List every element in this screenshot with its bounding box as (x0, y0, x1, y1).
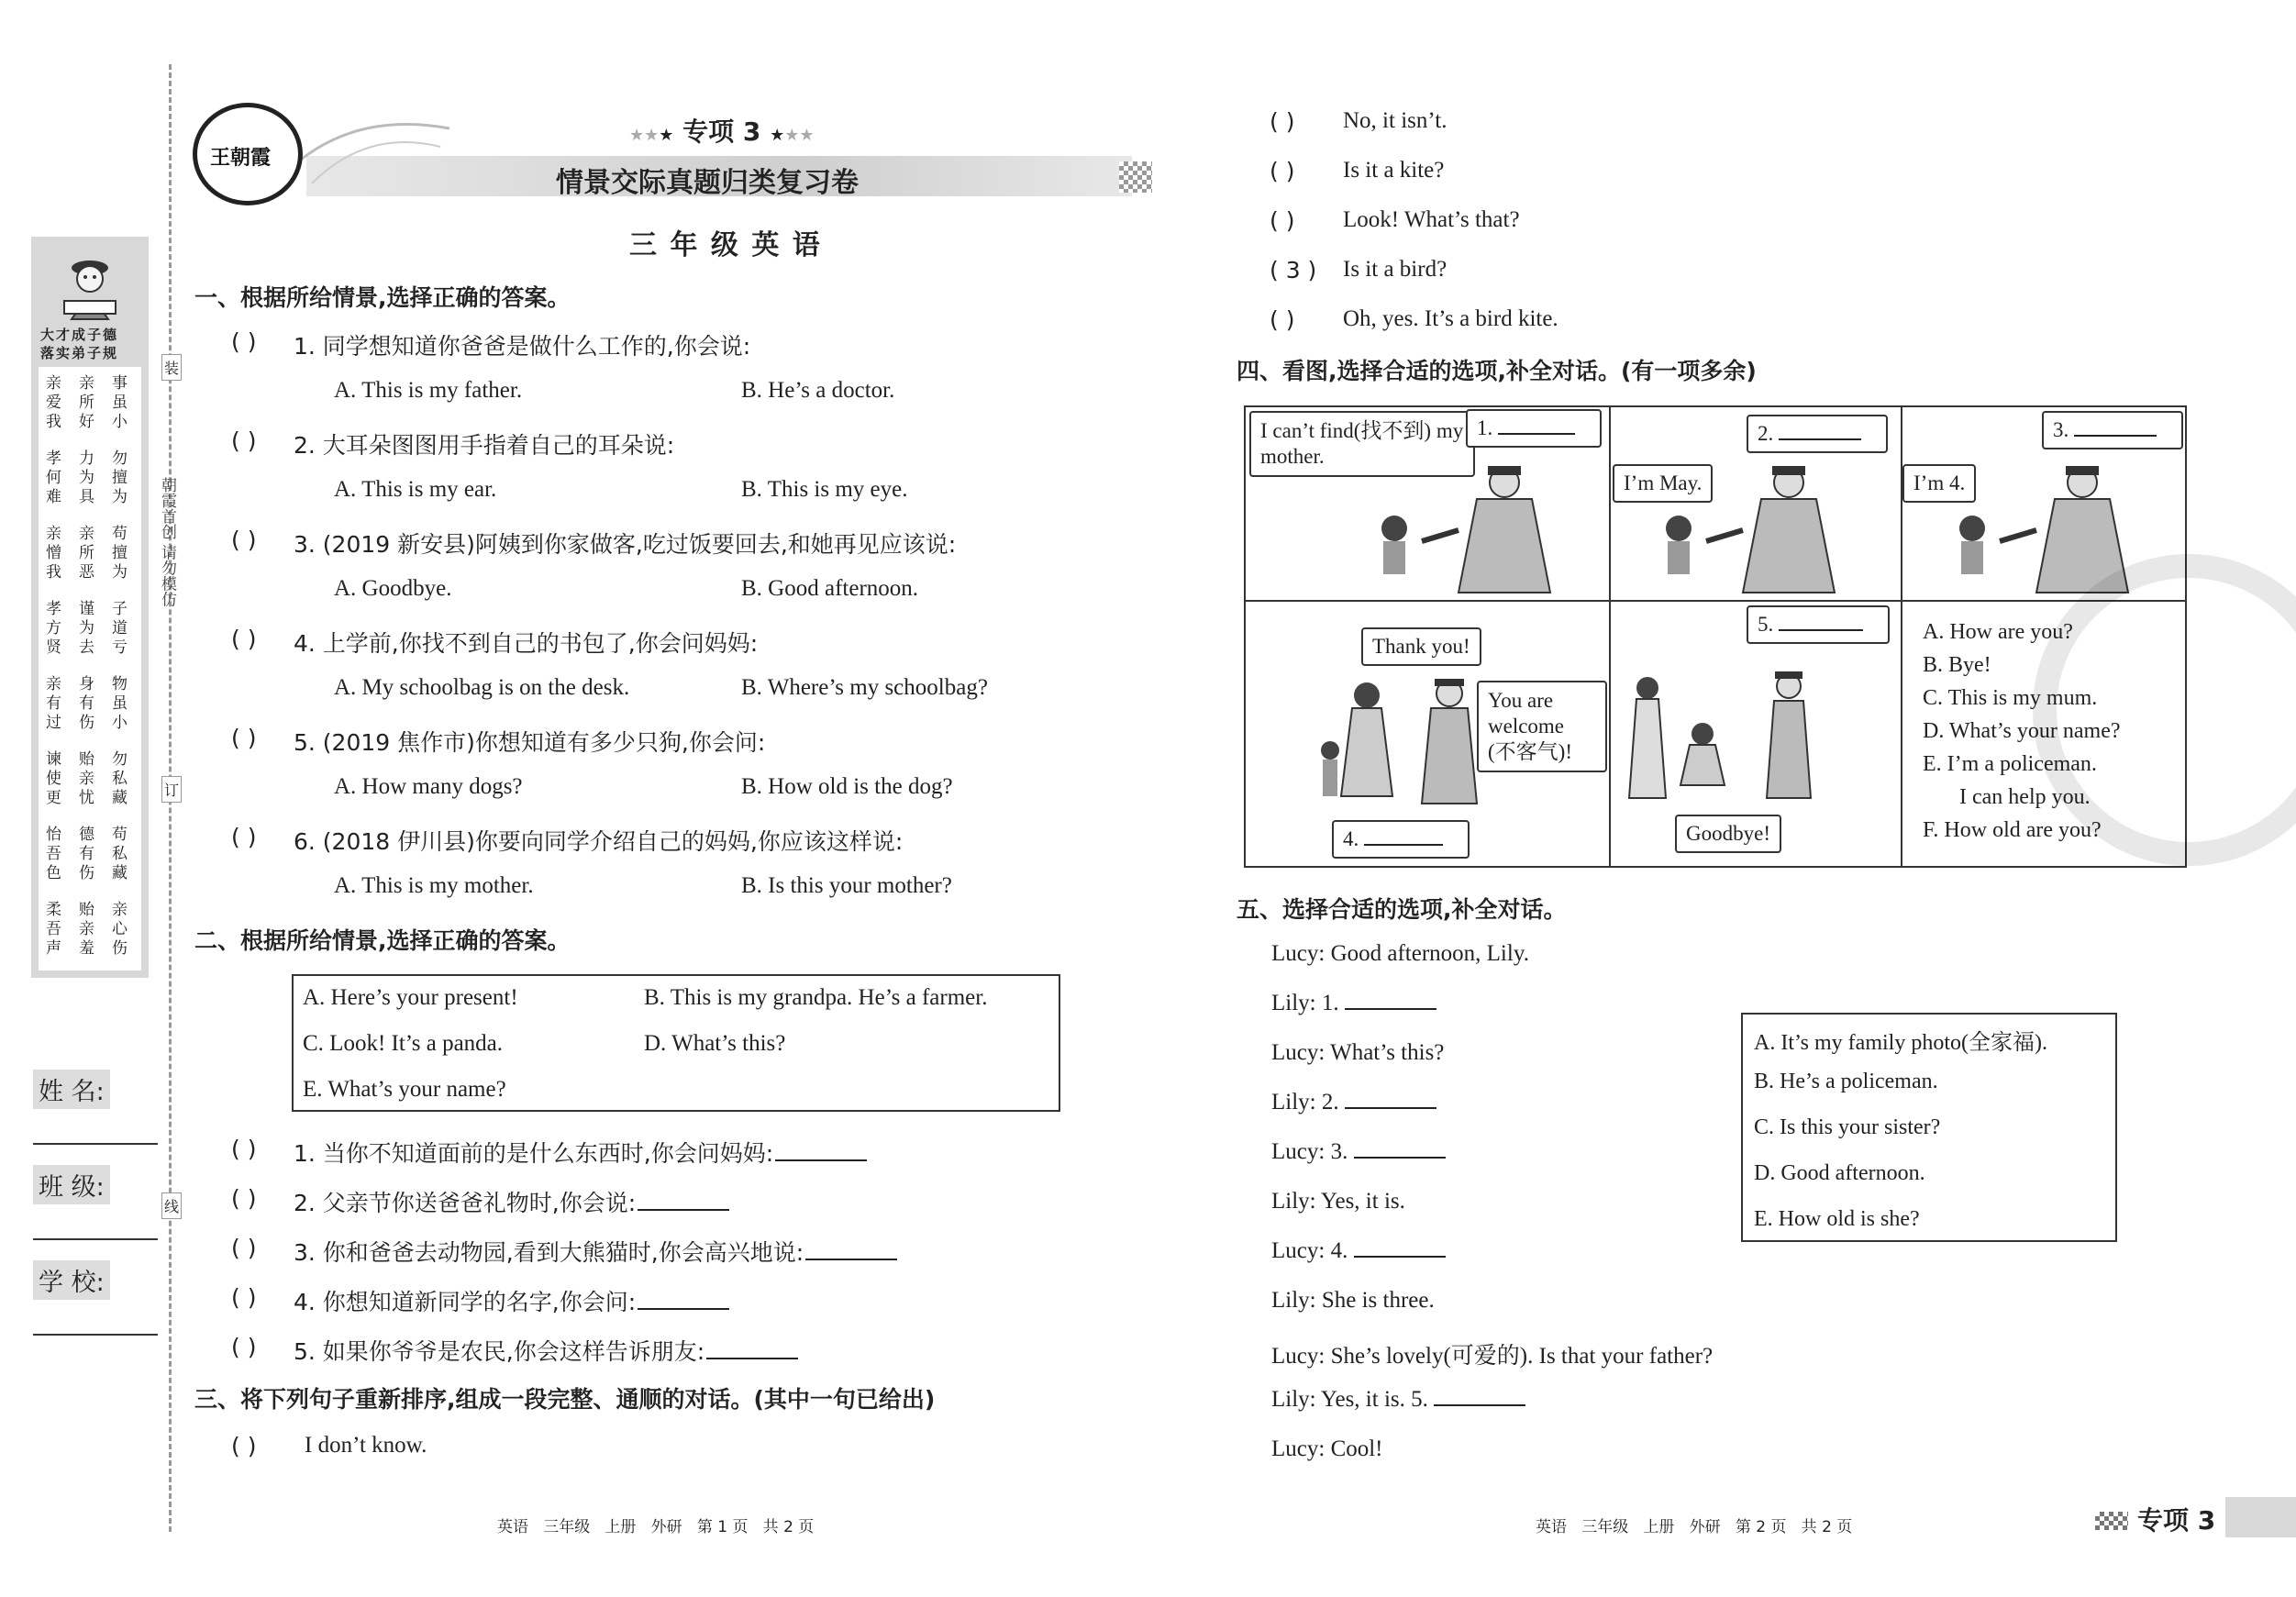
dialogue-line (1271, 1090, 1436, 1115)
panel4-illustration (1312, 668, 1495, 805)
question-paren[interactable]: ( ) (231, 1284, 257, 1311)
poem-column: 亲所恶 (79, 525, 94, 582)
poem-column: 孝方贤 (46, 600, 61, 657)
question-line (294, 1334, 798, 1367)
poem-column: 亲憎我 (46, 525, 61, 582)
s2-option-a: A. Here’s your present! (303, 985, 518, 1010)
s2-option-d: D. What’s this? (644, 1031, 786, 1056)
footer-tag-bar (2225, 1497, 2296, 1537)
section5-heading: 五、选择合适的选项,补全对话。 (1237, 896, 1567, 923)
poem-column: 勿私藏 (112, 750, 128, 807)
answer-blank[interactable] (1498, 432, 1575, 435)
answer-blank[interactable] (1345, 1007, 1436, 1010)
answer-blank[interactable] (1364, 843, 1443, 846)
p5-blank-bubble (1747, 605, 1890, 644)
fold-mark-1: 装 (161, 354, 182, 381)
star-icon: ★★ (629, 126, 660, 145)
poem-column: 孝何难 (46, 449, 61, 506)
class-label: 班 级: (33, 1165, 110, 1204)
poem-column: 谨为去 (79, 600, 94, 657)
p1-blank-number: 1. (1477, 416, 1493, 439)
s5-option: C. Is this your sister? (1754, 1115, 1941, 1139)
question-text: 5. 如果你爷爷是农民,你会这样告诉朋友: (294, 1338, 705, 1365)
question-text: 3. 你和爸爸去动物园,看到大熊猫时,你会高兴地说: (294, 1239, 804, 1266)
poem-column: 勿擅为 (112, 449, 128, 506)
order-sentence: Look! What’s that? (1343, 207, 1520, 232)
p4-blank-bubble (1332, 820, 1470, 859)
answer-blank[interactable] (2074, 434, 2157, 437)
order-paren[interactable]: ( ) (1270, 207, 1295, 234)
p3-blank-bubble (2042, 411, 2183, 449)
order-paren[interactable]: ( ) (1270, 108, 1295, 135)
s4-option: C. This is my mum. (1923, 686, 2098, 710)
section2-options-box (292, 974, 1060, 1112)
brand-logo (193, 103, 303, 205)
poem-column: 贻亲羞 (79, 901, 94, 958)
question-line (294, 1284, 729, 1317)
answer-blank[interactable] (638, 1208, 729, 1211)
option-b: B. Is this your mother? (741, 873, 952, 898)
dialogue-line (1271, 1040, 1444, 1066)
school-field[interactable] (33, 1334, 158, 1336)
p3-girl-bubble: I’m 4. (1902, 464, 1976, 503)
p2-blank-bubble (1747, 415, 1888, 453)
question-text: 2. 父亲节你送爸爸礼物时,你会说: (294, 1190, 637, 1216)
question-line (294, 1136, 867, 1169)
question-text: 3. (2019 新安县)阿姨到你家做客,吃过饭要回去,和她再见应该说: (294, 531, 957, 558)
p2-blank-number: 2. (1758, 422, 1774, 445)
footer-right: 英语 三年级 上册 外研 第 2 页 共 2 页 (1536, 1518, 1853, 1536)
p5-girl-bubble: Goodbye! (1675, 815, 1781, 853)
poem-column: 苟私藏 (112, 826, 128, 882)
poem-column: 物虽小 (112, 675, 128, 732)
name-label: 姓 名: (33, 1070, 110, 1109)
poem-column: 亲有过 (46, 675, 61, 732)
poem-column: 柔吾声 (46, 901, 61, 958)
question-text: 1. 同学想知道你爸爸是做什么工作的,你会说: (294, 333, 751, 360)
fold-mark-2: 订 (161, 776, 182, 803)
question-paren[interactable]: ( ) (231, 725, 257, 751)
dialogue-text: Lucy: What’s this? (1271, 1040, 1445, 1065)
s2-option-b: B. This is my grandpa. He’s a farmer. (644, 985, 988, 1010)
option-b: B. Good afternoon. (741, 576, 919, 601)
s4-option: D. What’s your name? (1923, 719, 2121, 743)
order-sentence: No, it isn’t. (1343, 108, 1447, 133)
option-b: B. How old is the dog? (741, 774, 953, 799)
question-text: 6. (2018 伊川县)你要向同学介绍自己的妈妈,你应该这样说: (294, 828, 904, 855)
panel1-illustration (1367, 457, 1587, 594)
poem-column: 身有伤 (79, 675, 94, 732)
dialogue-text: Lily: 1. (1271, 991, 1339, 1015)
p4-police-bubble: You are welcome (不客气)! (1477, 681, 1607, 772)
class-field[interactable] (33, 1238, 158, 1240)
question-text: 4. 上学前,你找不到自己的书包了,你会问妈妈: (294, 630, 759, 657)
motto-panel (31, 237, 149, 978)
question-text: 4. 你想知道新同学的名字,你会问: (294, 1289, 637, 1315)
dialogue-line (1271, 991, 1436, 1016)
option-b: B. He’s a doctor. (741, 378, 895, 403)
brand-logo-text: 王朝霞 (210, 147, 272, 170)
dialogue-line (1271, 1288, 1435, 1314)
s5-option: B. He’s a policeman. (1754, 1070, 1938, 1093)
scholar-illustration (51, 246, 128, 323)
question-paren[interactable]: ( ) (231, 527, 257, 553)
question-text: 1. 当你不知道面前的是什么东西时,你会问妈妈: (294, 1140, 774, 1167)
poem-column: 苟擅为 (112, 525, 128, 582)
question-paren[interactable]: ( ) (231, 1334, 257, 1360)
p3-blank-number: 3. (2053, 418, 2069, 441)
answer-blank[interactable] (1779, 438, 1861, 440)
series-text: 专项 3 (682, 116, 761, 147)
p2-girl-bubble: I’m May. (1613, 464, 1713, 503)
s5-option: D. Good afternoon. (1754, 1161, 1925, 1185)
question-line (294, 1185, 729, 1218)
ribbon-decoration (275, 92, 459, 202)
poem-column: 亲爱我 (46, 374, 61, 431)
footer-left: 英语 三年级 上册 外研 第 1 页 共 2 页 (497, 1518, 815, 1536)
star-icon: ★★ (784, 126, 815, 145)
option-b: B. Where’s my schoolbag? (741, 675, 988, 700)
dialogue-text: Lily: She is three. (1271, 1288, 1435, 1313)
poem-column: 子道亏 (112, 600, 128, 657)
s4-option: B. Bye! (1923, 653, 1991, 677)
order-paren[interactable]: ( ) (1270, 306, 1295, 333)
order-sentence: Is it a bird? (1343, 257, 1447, 282)
option-a: A. This is my mother. (334, 873, 534, 898)
section5-options-box (1741, 1013, 2117, 1242)
poem-column: 怡吾色 (46, 826, 61, 882)
question-paren[interactable]: ( ) (231, 1136, 257, 1162)
order-sentence: Oh, yes. It’s a bird kite. (1343, 306, 1558, 331)
dialogue-text: Lucy: Cool! (1271, 1436, 1383, 1461)
question-paren[interactable]: ( ) (231, 1235, 257, 1261)
s2-option-e: E. What’s your name? (303, 1077, 506, 1102)
order-paren[interactable]: ( ) (231, 1433, 257, 1459)
option-b: B. This is my eye. (741, 477, 908, 502)
question-text: 5. (2019 焦作市)你想知道有多少只狗,你会问: (294, 729, 766, 756)
poem-column: 贻亲忧 (79, 750, 94, 807)
question-text: 2. 大耳朵图图用手指着自己的耳朵说: (294, 432, 675, 459)
p5-blank-number: 5. (1758, 613, 1774, 636)
order-sentence: Is it a kite? (1343, 158, 1445, 183)
dialogue-line (1271, 1189, 1405, 1214)
dialogue-text: Lily: Yes, it is. (1271, 1189, 1405, 1214)
answer-blank[interactable] (1434, 1403, 1525, 1406)
star-icon: ★ (659, 126, 674, 145)
poem-block (39, 367, 141, 970)
fold-note: 朝霞首创 请勿模仿 (158, 477, 176, 607)
name-field[interactable] (33, 1143, 158, 1145)
series-label (629, 112, 815, 149)
section1-heading: 一、根据所给情景,选择正确的答案。 (194, 284, 571, 311)
order-paren[interactable]: ( 3 ) (1270, 257, 1317, 283)
p1-blank-bubble (1466, 409, 1602, 448)
school-label: 学 校: (33, 1260, 110, 1300)
dialogue-text: Lucy: She’s lovely(可爱的). Is that your father? (1271, 1344, 1714, 1369)
dialogue-line (1271, 941, 1529, 967)
poem-column: 亲心伤 (112, 901, 128, 958)
footer-tag: 专项 3 (2137, 1505, 2216, 1536)
section2-heading: 二、根据所给情景,选择正确的答案。 (194, 927, 571, 954)
question-line (294, 1235, 897, 1268)
motto-line1: 大才成子德 (40, 327, 119, 343)
p4-blank-number: 4. (1343, 827, 1359, 850)
option-a: A. My schoolbag is on the desk. (334, 675, 630, 700)
s4-option: F. How old are you? (1923, 818, 2102, 842)
poem-column: 力为具 (79, 449, 94, 506)
dialogue-text: Lucy: 3. (1271, 1139, 1348, 1164)
poem-column: 谏使更 (46, 750, 61, 807)
dialogue-text: Lily: Yes, it is. 5. (1271, 1387, 1428, 1412)
s5-option: A. It’s my family photo(全家福). (1754, 1031, 2047, 1055)
answer-blank[interactable] (1354, 1255, 1446, 1258)
page-title: 情景交际真题归类复习卷 (556, 167, 859, 199)
panel5-illustration (1624, 670, 1844, 807)
poem-column: 事虽小 (112, 374, 128, 431)
answer-blank[interactable] (1354, 1156, 1446, 1159)
section4-heading: 四、看图,选择合适的选项,补全对话。(有一项多余) (1237, 358, 1757, 384)
order-paren[interactable]: ( ) (1270, 158, 1295, 184)
question-paren[interactable]: ( ) (231, 824, 257, 850)
checker-decoration (1119, 161, 1152, 193)
answer-blank[interactable] (775, 1159, 867, 1161)
dialogue-line (1271, 1139, 1446, 1165)
p4-woman-bubble: Thank you! (1361, 627, 1481, 666)
dialogue-line (1271, 1387, 1525, 1413)
star-icon: ★ (770, 126, 785, 145)
p1-girl-bubble: I can’t find(找不到) my mother. (1249, 411, 1475, 477)
answer-blank[interactable] (706, 1357, 798, 1359)
s5-option: E. How old is she? (1754, 1207, 1920, 1231)
footer-dots (2095, 1512, 2128, 1530)
dialogue-text: Lucy: 4. (1271, 1238, 1348, 1263)
option-a: A. How many dogs? (334, 774, 523, 799)
option-a: A. Goodbye. (334, 576, 452, 601)
answer-blank[interactable] (805, 1258, 897, 1260)
answer-blank[interactable] (1345, 1106, 1436, 1109)
fold-mark-3: 线 (161, 1192, 182, 1219)
question-paren[interactable]: ( ) (231, 427, 257, 454)
grade-subject: 三 年 级 英 语 (629, 229, 822, 261)
option-a: A. This is my ear. (334, 477, 497, 502)
order-sentence: I don’t know. (305, 1433, 427, 1458)
dialogue-text: Lily: 2. (1271, 1090, 1339, 1115)
question-paren[interactable]: ( ) (231, 626, 257, 652)
poem-column: 德有伤 (79, 826, 94, 882)
option-a: A. This is my father. (334, 378, 523, 403)
answer-blank[interactable] (638, 1307, 729, 1310)
dialogue-line (1271, 1436, 1383, 1462)
s4-option: E. I’m a policeman. (1923, 752, 2097, 776)
motto-line2: 落实弟子规 (40, 345, 119, 361)
section3-heading: 三、将下列句子重新排序,组成一段完整、通顺的对话。(其中一句已给出) (194, 1386, 936, 1413)
s4-option: A. How are you? (1923, 620, 2073, 644)
question-paren[interactable]: ( ) (231, 328, 257, 355)
question-paren[interactable]: ( ) (231, 1185, 257, 1212)
answer-blank[interactable] (1779, 628, 1863, 631)
s2-option-c: C. Look! It’s a panda. (303, 1031, 504, 1056)
dialogue-line (1271, 1238, 1446, 1264)
poem-column: 亲所好 (79, 374, 94, 431)
dialogue-line (1271, 1337, 1713, 1370)
dialogue-text: Lucy: Good afternoon, Lily. (1271, 941, 1529, 966)
s4-option: I can help you. (1959, 785, 2091, 809)
